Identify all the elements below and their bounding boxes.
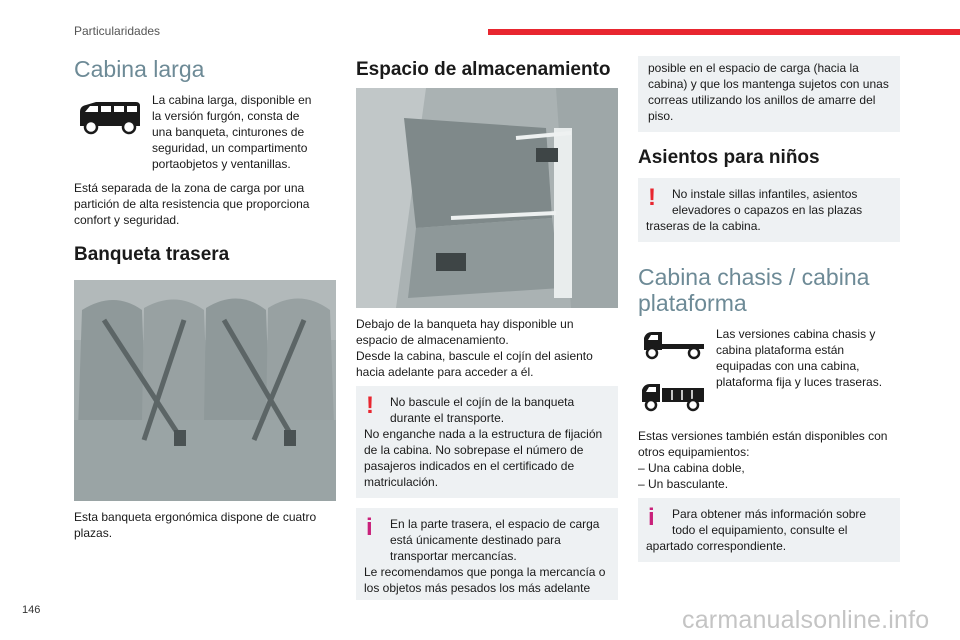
list-item: – Un basculante.	[638, 477, 729, 491]
cabina-larga-intro: La cabina larga, disponible en la versión furgón, consta de una banqueta, cinturones de seguridad, un compartimento portaobjetos y ventanillas.	[152, 93, 312, 171]
info-box-carga	[356, 508, 618, 600]
header-accent-bar	[488, 29, 960, 35]
almacenamiento-body-2: Desde la cabina, bascule el cojín del asiento hacia adelante para acceder a él.	[356, 349, 593, 379]
van-intro	[74, 93, 336, 172]
info-text-rest: Le recomendamos que ponga la mercancía o los objetos más pesados los más adelante	[364, 565, 606, 595]
rear-bench-photo	[74, 280, 336, 501]
heading-asientos-ninos: Asientos para niños	[638, 147, 820, 168]
heading-cabina-larga: Cabina larga	[74, 56, 205, 82]
list-item: – Una cabina doble,	[638, 461, 745, 475]
info-box-equipamiento	[638, 498, 900, 562]
warning-text-first: No bascule el cojín de la banqueta durante el transporte.	[390, 395, 575, 425]
info-icon: i	[366, 514, 373, 541]
chassis-icons	[638, 328, 708, 418]
info-icon: i	[648, 504, 655, 531]
warning-icon: !	[648, 184, 656, 211]
section-header: Particularidades	[74, 24, 161, 38]
continued-text: posible en el espacio de carga (hacia la cabina) y que los mantenga sujetos con unas correas utilizando los anillos de amarre del piso.	[648, 61, 889, 123]
warning-box-banqueta	[356, 386, 618, 498]
info-equip-first: Para obtener más información sobre todo el equipamiento, consulte el	[672, 507, 867, 537]
almacenamiento-body: Debajo de la banqueta hay disponible un espacio de almacenamiento.	[356, 317, 574, 347]
heading-banqueta-trasera: Banqueta trasera	[74, 244, 230, 265]
chassis-intro	[638, 328, 900, 418]
warning-ninos-rest: traseras de la cabina.	[646, 219, 761, 233]
column-3	[638, 56, 900, 562]
warning-icon: !	[366, 392, 374, 419]
chasis-intro-text: Las versiones cabina chasis y cabina plataforma están equipadas con una cabina, plataforma fija y luces traseras.	[716, 327, 883, 389]
page-number: 146	[22, 604, 41, 616]
heading-cabina-chasis: Cabina chasis / cabina plataforma	[638, 264, 870, 316]
chassis-cab-icon	[638, 328, 708, 418]
continued-info-box	[638, 56, 900, 132]
van-icon	[74, 96, 144, 172]
info-text-first: En la parte trasera, el espacio de carga está únicamente destinado para transportar mercancías.	[390, 517, 600, 563]
warning-text-rest: No enganche nada a la estructura de fijación de la cabina. No sobrepase el número de pasajeros indicados en el certificado de matriculación.	[364, 427, 603, 489]
cabina-larga-body: Está separada de la zona de carga por una partición de alta resistencia que proporciona confort y seguridad.	[74, 181, 310, 227]
watermark: carmanualsonline.info	[682, 606, 930, 634]
banqueta-caption: Esta banqueta ergonómica dispone de cuatro plazas.	[74, 510, 317, 540]
warning-box-ninos	[638, 178, 900, 242]
column-2	[356, 56, 618, 600]
storage-space-photo	[356, 88, 618, 308]
warning-ninos-first: No instale sillas infantiles, asientos elevadores o capazos en las plazas	[672, 187, 863, 217]
column-1	[74, 56, 336, 541]
heading-espacio-almacenamiento: Espacio de almacenamiento	[356, 59, 611, 80]
chasis-body: Estas versiones también están disponibles con otros equipamientos:	[638, 429, 888, 459]
info-equip-rest: apartado correspondiente.	[646, 539, 787, 553]
